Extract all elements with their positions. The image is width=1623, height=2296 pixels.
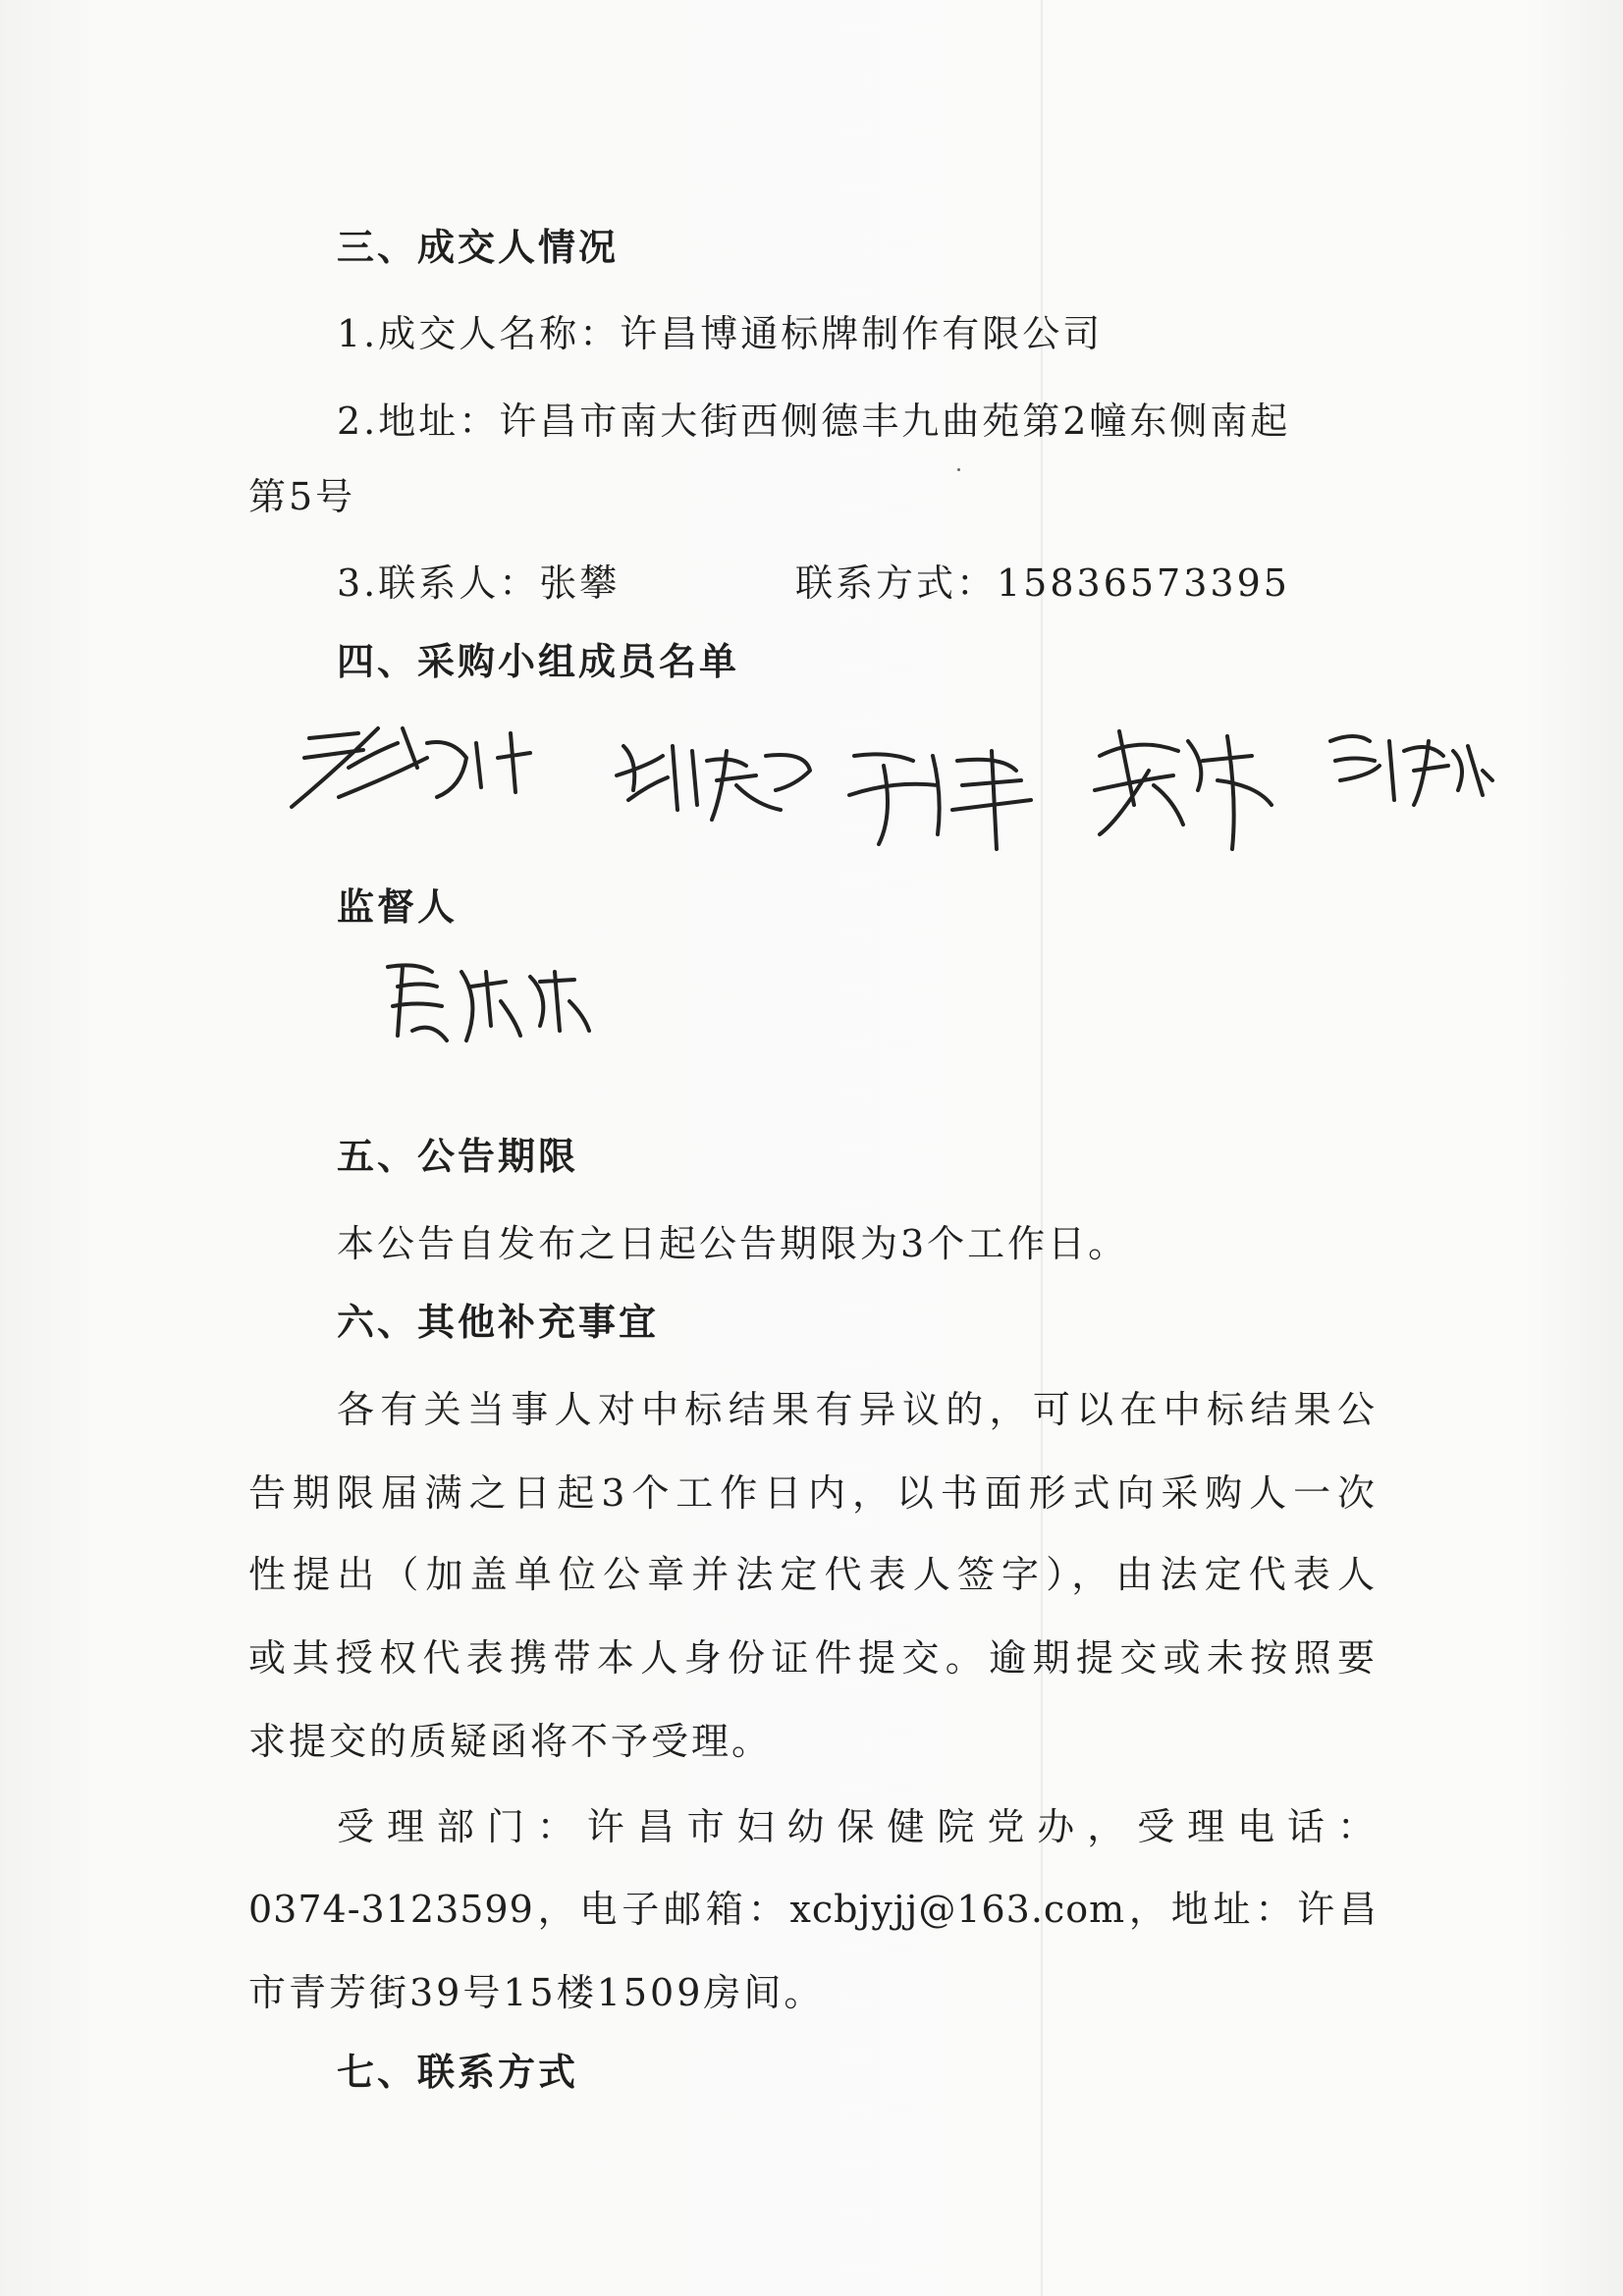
signature-4 (1080, 712, 1296, 859)
objection-para-line1: 各有关当事人对中标结果有异议的，可以在中标结果公 (337, 1388, 1378, 1431)
winner-address-line1: 2.地址：许昌市南大街西侧德丰九曲苑第2幢东侧南起 (337, 400, 1291, 443)
objection-para-line5: 求提交的质疑函将不予受理。 (248, 1720, 773, 1763)
section-3-title: 三、成交人情况 (337, 226, 620, 269)
contact-para-line1: 受理部门：许昌市妇幼保健院党办，受理电话： (337, 1805, 1378, 1848)
scan-speck (957, 468, 960, 471)
objection-para-line2: 告期限届满之日起3个工作日内，以书面形式向采购人一次 (248, 1471, 1378, 1515)
winner-contact-person: 3.联系人：张攀 (337, 561, 621, 605)
supervisor-label: 监督人 (337, 885, 459, 929)
section-5-title: 五、公告期限 (337, 1135, 579, 1178)
notice-period-text: 本公告自发布之日起公告期限为3个工作日。 (337, 1222, 1129, 1265)
signature-1 (280, 699, 555, 827)
section-7-title: 七、联系方式 (337, 2051, 579, 2094)
signature-5 (1321, 712, 1497, 820)
objection-para-line3: 性提出（加盖单位公章并法定代表人签字），由法定代表人 (248, 1553, 1378, 1596)
section-6-title: 六、其他补充事宜 (337, 1301, 660, 1344)
signature-2 (609, 717, 825, 834)
winner-name: 1.成交人名称：许昌博通标牌制作有限公司 (337, 312, 1104, 355)
winner-contact-phone: 联系方式：15836573395 (795, 561, 1290, 605)
winner-address-line2: 第5号 (248, 475, 356, 518)
signature-3 (844, 726, 1041, 854)
supervisor-signature (373, 942, 619, 1050)
contact-para-line3: 市青芳街39号15楼1509房间。 (248, 1971, 825, 2014)
section-4-title: 四、采购小组成员名单 (337, 640, 740, 683)
contact-para-line2: 0374-3123599，电子邮箱：xcbjyjj@163.com，地址：许昌 (248, 1888, 1378, 1931)
objection-para-line4: 或其授权代表携带本人身份证件提交。逾期提交或未按照要 (248, 1636, 1378, 1680)
